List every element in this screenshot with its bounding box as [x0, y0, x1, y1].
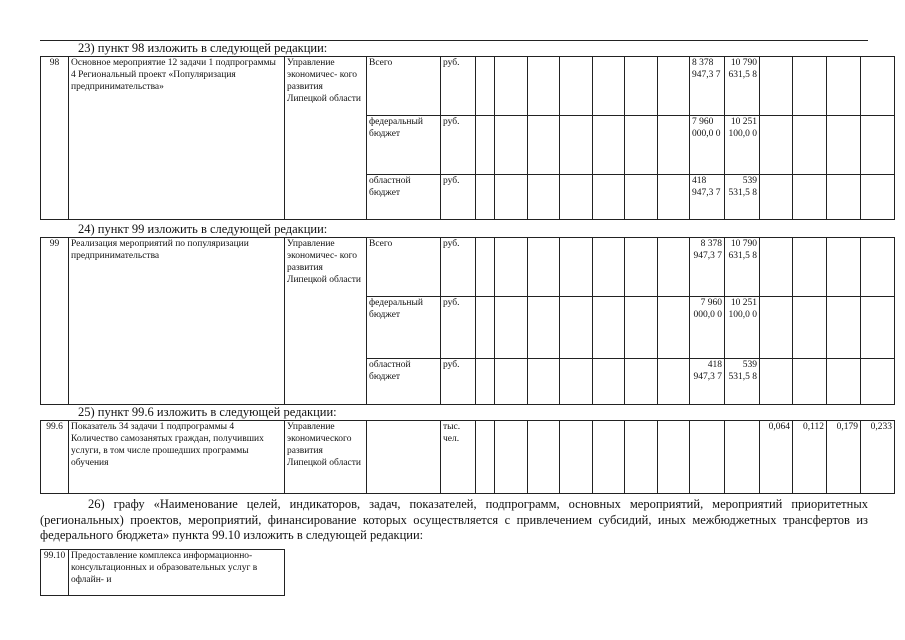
value-cell: 10 251 100,0 0: [725, 297, 760, 359]
empty-cell: [560, 297, 593, 359]
empty-cell: [528, 116, 560, 175]
table-item-98: [40, 56, 895, 220]
empty-cell: [560, 238, 593, 297]
empty-cell: [658, 238, 690, 297]
empty-cell: [793, 359, 827, 405]
empty-cell: [560, 57, 593, 116]
empty-cell: [793, 116, 827, 175]
empty-cell: [861, 57, 895, 116]
table-row: [41, 550, 285, 596]
value-cell: 418 947,3 7: [690, 359, 725, 405]
empty-cell: [495, 297, 528, 359]
table-row: [41, 238, 895, 297]
funding-source: областной бюджет: [367, 359, 441, 405]
empty-cell: [760, 116, 793, 175]
empty-cell: [476, 421, 495, 494]
empty-cell: [861, 175, 895, 220]
empty-cell: [760, 297, 793, 359]
empty-cell: [593, 421, 625, 494]
empty-cell: [760, 175, 793, 220]
empty-cell: [476, 238, 495, 297]
item-number: 98: [41, 57, 69, 220]
heading-item-99: 24) пункт 99 изложить в следующей редакции:: [78, 222, 328, 236]
empty-cell: [476, 297, 495, 359]
item-number: 99.10: [41, 550, 69, 596]
item-name: Показатель 34 задачи 1 подпрограммы 4 Количество самозанятых граждан, получивших услуги, в том числе прошедших программы обучения: [69, 421, 285, 494]
empty-cell: [827, 238, 861, 297]
empty-cell: [625, 175, 658, 220]
table-row: [41, 421, 895, 494]
empty-cell: [658, 175, 690, 220]
empty-cell: [861, 359, 895, 405]
empty-cell: [760, 57, 793, 116]
empty-cell: [827, 116, 861, 175]
value-cell: 7 960 000,0 0: [690, 116, 725, 175]
empty-cell: [760, 359, 793, 405]
value-cell: 8 378 947,3 7: [690, 238, 725, 297]
unit-cell: тыс. чел.: [441, 421, 476, 494]
empty-cell: [495, 359, 528, 405]
value-cell: 0,112: [793, 421, 827, 494]
empty-cell: [658, 421, 690, 494]
empty-cell: [476, 359, 495, 405]
empty-cell: [476, 116, 495, 175]
empty-cell: [560, 421, 593, 494]
empty-cell: [495, 175, 528, 220]
value-cell: 539 531,5 8: [725, 359, 760, 405]
empty-cell: [495, 238, 528, 297]
funding-source: Всего: [367, 57, 441, 116]
empty-cell: [528, 175, 560, 220]
value-cell: 10 790 631,5 8: [725, 57, 760, 116]
empty-cell: [625, 297, 658, 359]
item-name: Основное мероприятие 12 задачи 1 подпрограммы 4 Региональный проект «Популяризация предпринимательства»: [69, 57, 285, 220]
empty-cell: [593, 359, 625, 405]
empty-cell: [861, 238, 895, 297]
unit-cell: руб.: [441, 57, 476, 116]
empty-cell: [725, 421, 760, 494]
empty-cell: [528, 238, 560, 297]
funding-source: Всего: [367, 238, 441, 297]
empty-cell: [593, 238, 625, 297]
value-cell: 10 790 631,5 8: [725, 238, 760, 297]
empty-cell: [560, 359, 593, 405]
value-cell: 418 947,3 7: [690, 175, 725, 220]
funding-source: федеральный бюджет: [367, 116, 441, 175]
unit-cell: руб.: [441, 175, 476, 220]
value-cell: 539 531,5 8: [725, 175, 760, 220]
empty-cell: [861, 297, 895, 359]
empty-cell: [658, 116, 690, 175]
table-item-99-6: [40, 420, 895, 494]
item-name: Предоставление комплекса информационно-консультационных и образовательных услуг в офлайн- и: [69, 550, 285, 596]
empty-cell: [593, 57, 625, 116]
empty-cell: [625, 116, 658, 175]
unit-cell: руб.: [441, 359, 476, 405]
empty-cell: [476, 175, 495, 220]
empty-cell: [658, 57, 690, 116]
value-cell: 0,233: [861, 421, 895, 494]
empty-cell: [658, 297, 690, 359]
funding-source: федеральный бюджет: [367, 297, 441, 359]
empty-cell: [593, 297, 625, 359]
empty-cell: [476, 57, 495, 116]
heading-item-99-6: 25) пункт 99.6 изложить в следующей редакции:: [78, 405, 337, 419]
value-cell: 10 251 100,0 0: [725, 116, 760, 175]
unit-cell: руб.: [441, 297, 476, 359]
empty-cell: [690, 421, 725, 494]
value-cell: 7 960 000,0 0: [690, 297, 725, 359]
item-executor: Управление экономичес- кого развития Липецкой области: [285, 57, 367, 220]
empty-cell: [625, 238, 658, 297]
empty-cell: [658, 359, 690, 405]
item-executor: Управление экономичес- кого развития Липецкой области: [285, 238, 367, 405]
value-cell: 0,179: [827, 421, 861, 494]
empty-cell: [827, 359, 861, 405]
empty-cell: [861, 116, 895, 175]
empty-cell: [760, 238, 793, 297]
table-item-99-10: [40, 549, 285, 596]
empty-cell: [528, 359, 560, 405]
empty-cell: [827, 175, 861, 220]
empty-cell: [528, 421, 560, 494]
funding-source: областной бюджет: [367, 175, 441, 220]
empty-cell: [793, 57, 827, 116]
unit-cell: руб.: [441, 116, 476, 175]
empty-cell: [827, 297, 861, 359]
empty-cell: [625, 421, 658, 494]
table-row: [41, 57, 895, 116]
empty-cell: [625, 57, 658, 116]
empty-cell: [560, 116, 593, 175]
value-cell: 8 378 947,3 7: [690, 57, 725, 116]
empty-cell: [793, 297, 827, 359]
empty-cell: [593, 175, 625, 220]
empty-cell: [593, 116, 625, 175]
paragraph-26: 26) графу «Наименование целей, индикаторов, задач, показателей, подпрограмм, основных мероприятий, мероприятий приоритетных (региональных) проектов, мероприятий, финансирование которых осуществляется с привлечением субсидий, иных межбюджетных трансфертов из федерального бюджета» пункта 99.10 изложить в следующей редакции:: [40, 497, 868, 542]
item-executor: Управление экономического развития Липецкой области: [285, 421, 367, 494]
heading-item-98: 23) пункт 98 изложить в следующей редакции:: [78, 41, 328, 55]
empty-cell: [367, 421, 441, 494]
empty-cell: [495, 57, 528, 116]
unit-cell: руб.: [441, 238, 476, 297]
value-cell: 0,064: [760, 421, 793, 494]
empty-cell: [528, 297, 560, 359]
item-number: 99.6: [41, 421, 69, 494]
empty-cell: [495, 421, 528, 494]
empty-cell: [495, 116, 528, 175]
item-name: Реализация мероприятий по популяризации предпринимательства: [69, 238, 285, 405]
item-number: 99: [41, 238, 69, 405]
table-item-99: [40, 237, 895, 405]
empty-cell: [625, 359, 658, 405]
empty-cell: [560, 175, 593, 220]
empty-cell: [793, 238, 827, 297]
empty-cell: [827, 57, 861, 116]
empty-cell: [793, 175, 827, 220]
empty-cell: [528, 57, 560, 116]
